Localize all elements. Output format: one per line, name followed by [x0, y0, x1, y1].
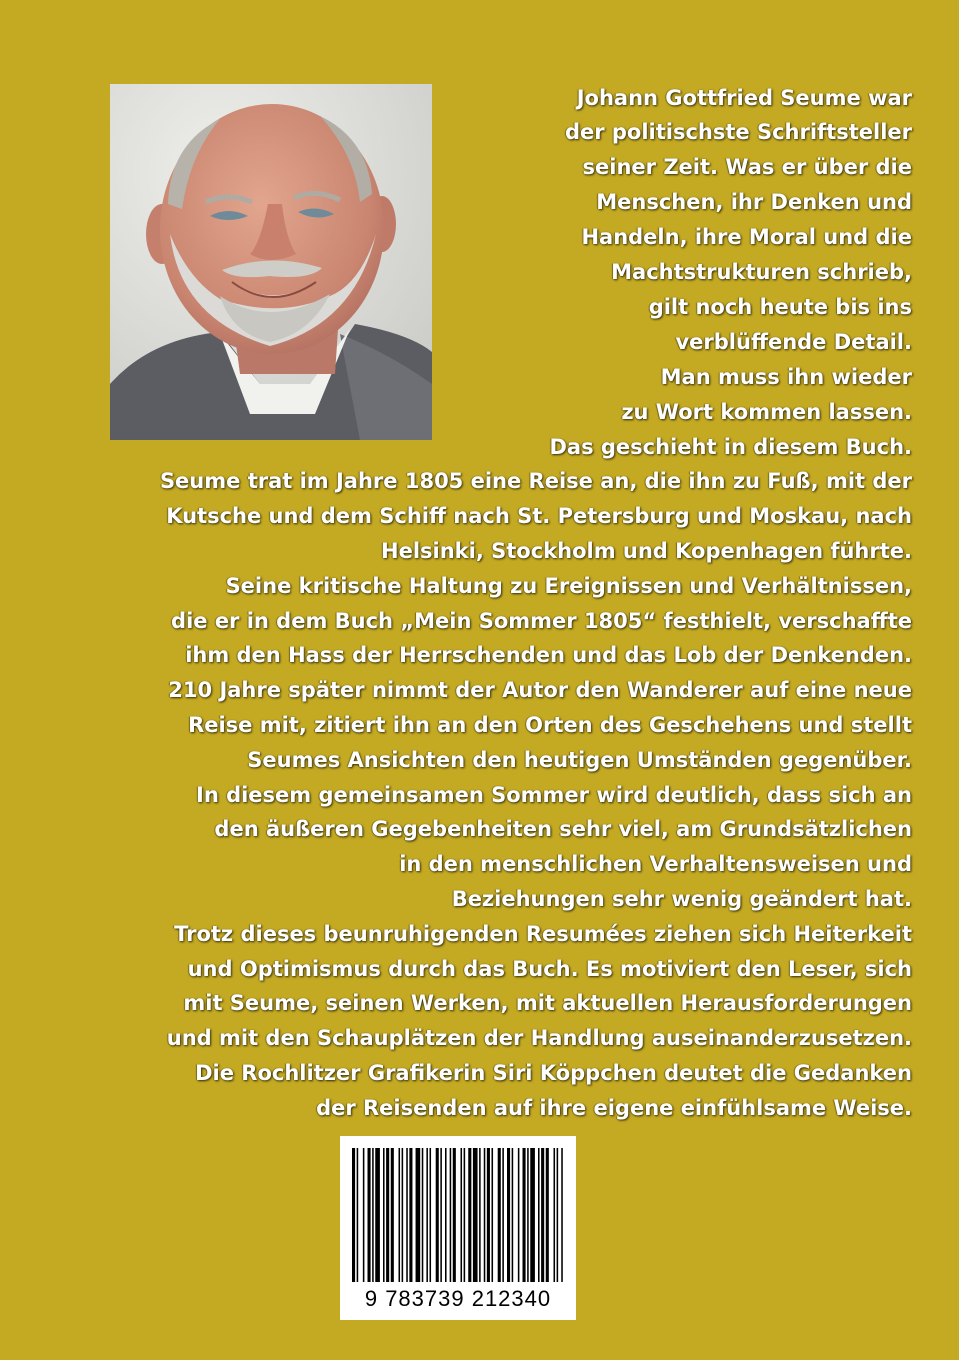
blurb-line: in den menschlichen Verhaltensweisen und — [399, 852, 912, 876]
barcode-bar — [561, 1148, 563, 1282]
barcode-bar — [363, 1148, 365, 1282]
blurb-line: Reise mit, zitiert ihn an den Orten des Geschehens und stellt — [188, 713, 912, 737]
blurb-line: verblüffende Detail. — [675, 330, 912, 354]
blurb-line: den äußeren Gegebenheiten sehr viel, am Grundsätzlichen — [214, 817, 912, 841]
barcode-bar — [372, 1148, 374, 1282]
barcode-bar — [386, 1148, 389, 1282]
blurb-line: ihm den Hass der Herrschenden und das Lob der Denkenden. — [185, 643, 912, 667]
barcode-bar — [357, 1148, 359, 1282]
blurb-line: mit Seume, seinen Werken, mit aktuellen Herausforderungen — [183, 991, 912, 1015]
barcode-bar — [484, 1148, 486, 1282]
barcode-bar — [512, 1148, 514, 1282]
barcode-bar — [422, 1148, 424, 1282]
barcode-bar — [507, 1148, 510, 1282]
barcode-bar — [461, 1148, 463, 1282]
barcode-bar — [464, 1148, 466, 1282]
barcode-bar — [479, 1148, 481, 1282]
barcode-bar — [436, 1148, 439, 1282]
barcode-bar — [523, 1148, 526, 1282]
barcode-bar — [473, 1148, 478, 1282]
blurb-line: 210 Jahre später nimmt der Autor den Wanderer auf eine neue — [168, 678, 912, 702]
isbn-number: 9 783739 212340 — [364, 1286, 552, 1311]
barcode-bar — [409, 1148, 412, 1282]
barcode-bar — [538, 1148, 540, 1282]
barcode-bar — [554, 1148, 556, 1282]
blurb-line: Johann Gottfried Seume war — [576, 86, 912, 110]
barcode-bar — [391, 1148, 394, 1282]
blurb-line: Seumes Ansichten den heutigen Umständen gegenüber. — [247, 748, 912, 772]
barcode-bar — [546, 1148, 549, 1282]
barcode-bar — [530, 1148, 535, 1282]
back-cover-blurb — [112, 86, 912, 1120]
isbn-barcode — [340, 1136, 576, 1320]
barcode-bar — [426, 1148, 428, 1282]
barcode-bar — [498, 1148, 501, 1282]
blurb-line: zu Wort kommen lassen. — [621, 400, 912, 424]
blurb-line: Man muss ihn wieder — [660, 365, 912, 389]
blurb-line: Handeln, ihre Moral und die — [581, 225, 912, 249]
barcode-bar — [541, 1148, 544, 1282]
barcode-bar — [502, 1148, 504, 1282]
blurb-line: In diesem gemeinsamen Sommer wird deutlich, dass sich an — [196, 783, 912, 807]
blurb-line: Helsinki, Stockholm und Kopenhagen führte. — [381, 539, 912, 563]
blurb-line: Seine kritische Haltung zu Ereignissen und Verhältnissen, — [225, 574, 912, 598]
barcode-bar — [406, 1148, 408, 1282]
barcode-bar — [352, 1148, 355, 1282]
blurb-line: Trotz dieses beunruhigenden Resumées ziehen sich Heiterkeit — [174, 922, 912, 946]
barcode-bar — [468, 1148, 471, 1282]
barcode-bar — [487, 1148, 490, 1282]
blurb-line: Beziehungen sehr wenig geändert hat. — [451, 887, 912, 911]
barcode-bar — [518, 1148, 520, 1282]
barcode-bar — [375, 1148, 380, 1282]
blurb-line: Kutsche und dem Schiff nach St. Petersburg und Moskau, nach — [166, 504, 912, 528]
barcode-bar — [368, 1148, 371, 1282]
blurb-line: Machtstrukturen schrieb, — [611, 260, 912, 284]
blurb-line: der Reisenden auf ihre eigene einfühlsame Weise. — [316, 1096, 912, 1120]
barcode-bar — [402, 1148, 404, 1282]
barcode-bar — [440, 1148, 442, 1282]
barcode-bar — [450, 1148, 452, 1282]
barcode-bar — [383, 1148, 385, 1282]
blurb-line: und Optimismus durch das Buch. Es motiviert den Leser, sich — [187, 957, 912, 981]
barcode-bar — [492, 1148, 494, 1282]
barcode-bar — [527, 1148, 529, 1282]
blurb-line: die er in dem Buch „Mein Sommer 1805“ festhielt, verschaffte — [171, 609, 912, 633]
barcode-bar — [453, 1148, 456, 1282]
blurb-line: Das geschieht in diesem Buch. — [549, 435, 912, 459]
blurb-line: der politischste Schriftsteller — [564, 120, 912, 144]
blurb-line: und mit den Schauplätzen der Handlung auseinanderzusetzen. — [166, 1026, 912, 1050]
blurb-line: seiner Zeit. Was er über die — [582, 155, 912, 179]
barcode-bar — [557, 1148, 559, 1282]
barcode-bar — [445, 1148, 447, 1282]
barcode-bar — [399, 1148, 401, 1282]
blurb-line: Die Rochlitzer Grafikerin Siri Köppchen deutet die Gedanken — [195, 1061, 912, 1085]
barcode-bar — [430, 1148, 432, 1282]
blurb-line: gilt noch heute bis ins — [648, 295, 912, 319]
barcode-bar — [416, 1148, 421, 1282]
blurb-line: Menschen, ihr Denken und — [596, 190, 912, 214]
blurb-line: Seume trat im Jahre 1805 eine Reise an, die ihn zu Fuß, mit der — [159, 469, 912, 493]
